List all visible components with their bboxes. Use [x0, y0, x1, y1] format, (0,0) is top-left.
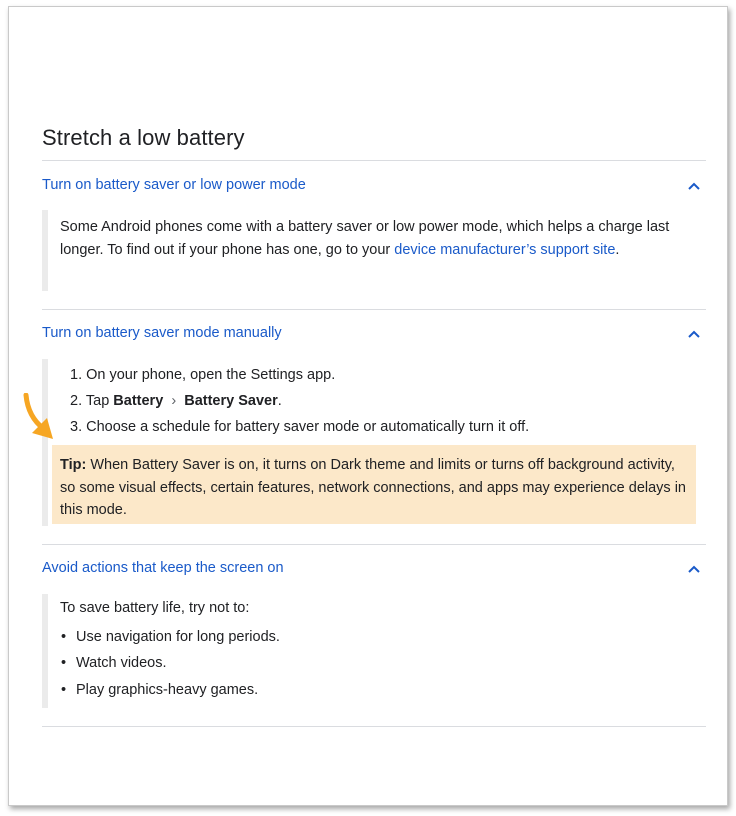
divider: [42, 726, 706, 727]
bullet-text: Watch videos.: [76, 655, 167, 671]
chevron-up-icon[interactable]: [684, 559, 704, 579]
step-number: 2.: [70, 393, 83, 409]
step-number: 3.: [70, 419, 83, 435]
bullet-icon: •: [61, 655, 67, 671]
step-text: Tap: [85, 393, 114, 409]
step-text: On your phone, open the Settings app.: [86, 367, 336, 383]
list-item: [70, 393, 282, 409]
chevron-up-icon[interactable]: [684, 324, 704, 344]
step-text: Choose a schedule for battery saver mode or automatically turn it off.: [86, 419, 530, 435]
chevron-up-icon[interactable]: [684, 176, 704, 196]
bullet-text: Play graphics-heavy games.: [76, 682, 259, 698]
tip-text: When Battery Saver is on, it turns on Dark theme and limits or turns off background activity, so some visual effects, certain features, network connections, and apps may experience delays in this mode.: [60, 457, 686, 518]
accordion-header-label: Turn on battery saver mode manually: [42, 325, 282, 341]
list-item: [70, 367, 335, 383]
bullet-icon: •: [61, 629, 67, 645]
help-article-card: [8, 6, 728, 806]
accordion-panel: [42, 359, 706, 526]
accordion-header-label: Avoid actions that keep the screen on: [42, 560, 284, 576]
step-text: .: [277, 393, 282, 409]
tip-box: [52, 445, 696, 524]
divider: [42, 160, 706, 161]
step-bold-battery: Battery: [113, 393, 164, 409]
panel-text-part: Some Android phones come with a battery saver or low power mode, which helps a charge last longer. To find out if your phone has one, go to your: [60, 219, 670, 258]
step-number: 1.: [70, 367, 83, 383]
bullet-icon: •: [61, 682, 67, 698]
accordion-header-label: Turn on battery saver or low power mode: [42, 177, 306, 193]
list-item: [70, 419, 529, 435]
accordion-panel: [42, 210, 706, 291]
accordion-header-screen-on[interactable]: [42, 557, 706, 581]
tip-label: Tip:: [60, 457, 87, 473]
support-site-link[interactable]: device manufacturer’s support site: [394, 241, 616, 258]
divider: [42, 544, 706, 545]
accordion-header-saver-manually[interactable]: [42, 322, 706, 346]
step-bold-battery-saver: Battery Saver: [184, 393, 278, 409]
panel-text-part: .: [615, 241, 620, 258]
bullet-text: Use navigation for long periods.: [76, 629, 280, 645]
divider: [42, 309, 706, 310]
breadcrumb-separator-icon: ›: [171, 393, 177, 409]
accordion-header-battery-saver[interactable]: [42, 174, 706, 198]
page-title: Stretch a low battery: [42, 125, 245, 150]
panel-text: [60, 216, 696, 261]
arrow-icon: [20, 393, 56, 443]
accordion-panel: [42, 594, 706, 708]
panel-intro: To save battery life, try not to:: [60, 600, 250, 616]
